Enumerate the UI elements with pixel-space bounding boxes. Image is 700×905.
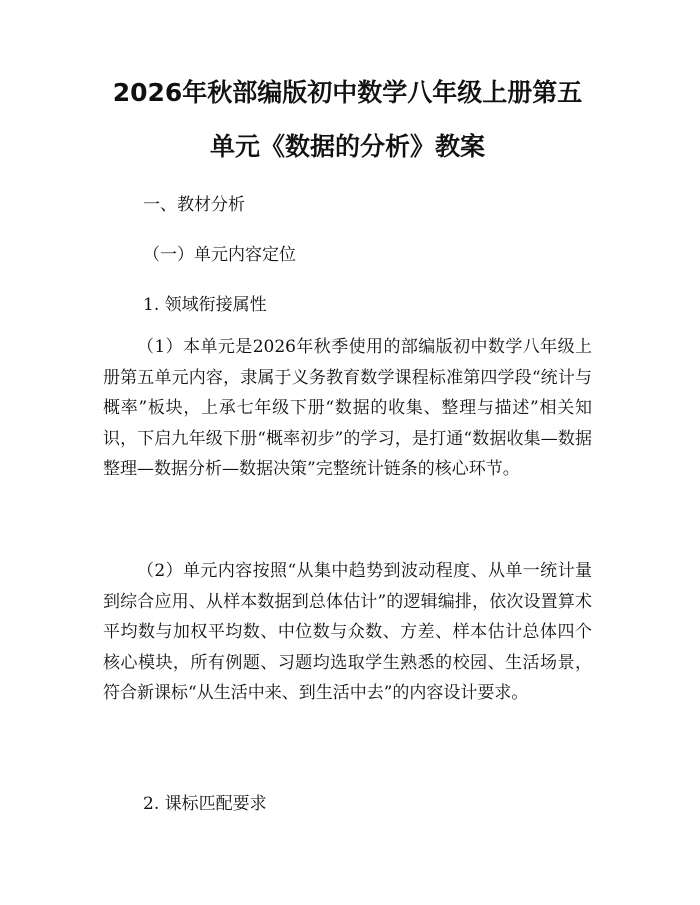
item-heading: 1. 领域衔接属性 (143, 295, 267, 315)
document-title: 2026年秋部编版初中数学八年级上册第五单元《数据的分析》教案 (112, 78, 583, 161)
title-block (103, 66, 592, 174)
section-heading: 一、教材分析 (143, 195, 245, 215)
item-heading: 2. 课标匹配要求 (143, 794, 267, 814)
subsection-heading: （一）单元内容定位 (143, 245, 296, 265)
body-paragraph: （1）本单元是2026年秋季使用的部编版初中数学八年级上册第五单元内容，隶属于义务教育数学课程标准第四学段“统计与概率”板块，上承七年级下册“数据的收集、整理与描述”相关知识，下启九年级下册“概率初步”的学习，是打通“数据收集—数据整理—数据分析—数据决策”完整统计链条的核心环节。 (103, 337, 592, 479)
body-paragraph: （2）单元内容按照“从集中趋势到波动程度、从单一统计量到综合应用、从样本数据到总体估计”的逻辑编排，依次设置算术平均数与加权平均数、中位数与众数、方差、样本估计总体四个核心模块，所有例题、习题均选取学生熟悉的校园、生活场景，符合新课标“从生活中来、到生活中去”的内容设计要求。 (103, 561, 592, 703)
